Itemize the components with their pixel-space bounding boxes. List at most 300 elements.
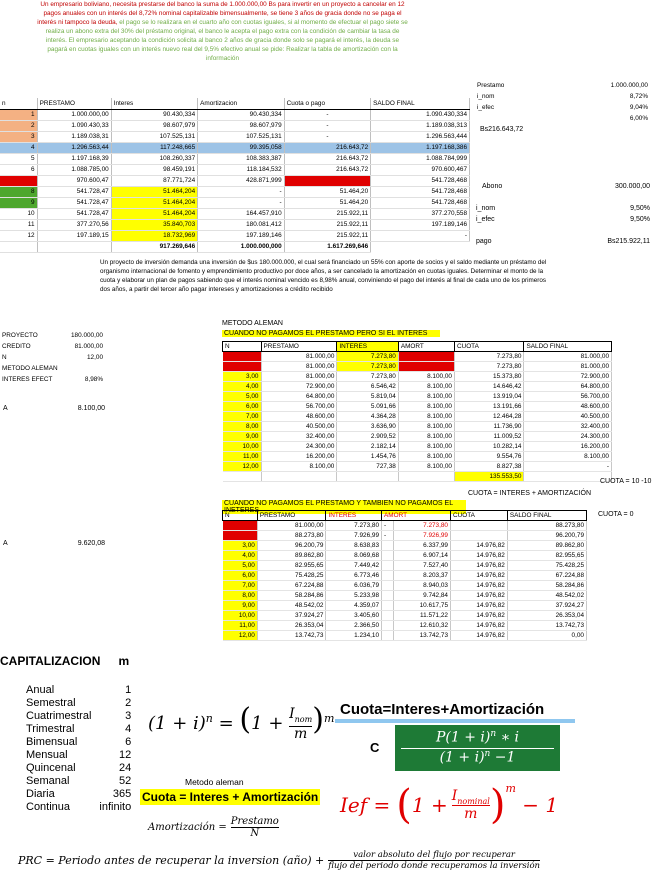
table-cell: 11.009,52 [454, 432, 524, 442]
method-label: METODO ALEMAN [222, 320, 283, 327]
table-cell: 7.273,80 [337, 352, 398, 362]
column-header: N [223, 511, 258, 521]
table-cell: 1.088.785,00 [37, 164, 111, 175]
param-label: PROYECTO [2, 332, 38, 339]
table-cell: 541.728,47 [37, 197, 111, 208]
cap-row [22, 748, 135, 761]
param-label: i_nom [477, 93, 495, 100]
table-cell: 6.546,42 [337, 382, 398, 392]
table-cell: 8.827,38 [454, 462, 524, 472]
table-cell [382, 571, 394, 581]
table-cell: 40.500,00 [524, 412, 612, 422]
table-cell [382, 621, 394, 631]
param-value: 8,98% [84, 376, 103, 383]
metodo-aleman-label: Metodo aleman [185, 777, 244, 787]
table-cell: 13.191,66 [454, 402, 524, 412]
table-cell: 8.100,00 [261, 462, 337, 472]
table-cell: 88.273,80 [257, 531, 326, 541]
table-cell: 8.100,00 [398, 412, 454, 422]
cap-row [22, 761, 135, 774]
capitalizacion-table [22, 683, 135, 813]
divider-bar [335, 719, 575, 723]
table-cell: 2,00 [223, 362, 262, 372]
header-row [223, 342, 612, 352]
param-value: 8,72% [629, 93, 648, 100]
table-cell [382, 631, 394, 641]
table-cell: 107.525,131 [111, 131, 197, 142]
table-cell: 215.922,11 [284, 208, 370, 219]
table-cell: 16.200,00 [524, 442, 612, 452]
table-cell [451, 521, 508, 531]
total-cell: 1.617.269,646 [284, 241, 370, 252]
table-row [223, 362, 612, 372]
table-row [223, 611, 587, 621]
column-header: CUOTA [451, 511, 508, 521]
table-cell: 8.069,68 [326, 551, 382, 561]
table-cell: 6.773,46 [326, 571, 382, 581]
table-cell: 67.224,88 [257, 581, 326, 591]
project-params-table [0, 330, 105, 385]
param-value: 6,00% [629, 115, 648, 122]
table-cell: - [284, 131, 370, 142]
table-cell [451, 531, 508, 541]
table-cell: 98.607,979 [198, 120, 284, 131]
param-row [475, 113, 650, 124]
table-cell: 7.273,80 [454, 362, 524, 372]
total-cell: 135.553,50 [454, 472, 524, 482]
cap-row [22, 774, 135, 787]
table-cell: 35.840,703 [111, 219, 197, 230]
param-row [0, 363, 105, 374]
cap-label: Cuatrimestral [26, 709, 92, 722]
table-cell: 9 [0, 197, 37, 208]
table-cell: 7.926,99 [394, 531, 451, 541]
table-cell: 9.742,84 [394, 591, 451, 601]
cap-row [22, 722, 135, 735]
column-header: SALDO FINAL [371, 98, 470, 109]
c-label: C [370, 740, 380, 755]
table-cell: - [284, 109, 370, 120]
table-cell: 8.203,37 [394, 571, 451, 581]
param-row [475, 91, 650, 102]
param-label: N [2, 354, 7, 361]
amortization-table-2 [222, 341, 612, 482]
problem-1-text: Un empresario boliviano, necesita prestarse del banco la suma de 1.000.000,00 Bs para invertir en un proyecto a cancelar en 12 pagos anuales con un interés del 8,72% nominal capitalizable bimensualmente, se tiene 3 años de gracia donde no se paga el interés ni tampoco la deuda, el pago se lo realizara en el cuarto año con cuotas iguales, si al momento de efectuar el pago siete se realiza un abono extra del 30% del préstamo original, el banco le acepta el pago extra con la condición de cambiar la tasa de interés. El empresario aceptando la condición solicita al banco 2 años de gracia donde solo se pagará el interés, la deuda se pagará en cuotas iguales con un interés nuevo real del 9,5% efectivo anual se pide: Realizar la tabla de amortización con la información [37, 1, 408, 62]
table-cell: 1.090.430,33 [37, 120, 111, 131]
table-cell: 7,00 [223, 581, 258, 591]
table-cell: 1,00 [223, 352, 262, 362]
table-cell: 1.454,76 [337, 452, 398, 462]
cap-label: Quincenal [26, 761, 76, 774]
table-cell: 216.643,72 [284, 164, 370, 175]
column-header: PRESTAMO [261, 342, 337, 352]
pago-value: Bs215.922,11 [607, 238, 650, 245]
table-cell: 7,00 [223, 412, 262, 422]
table-cell: 215.922,11 [284, 219, 370, 230]
table-cell: 7.273,80 [394, 521, 451, 531]
table-cell: - [382, 531, 394, 541]
table-cell: 99.395,058 [198, 142, 284, 153]
loan-params-table [475, 80, 650, 124]
inom-label: i_nom [476, 205, 496, 212]
table-row [223, 541, 587, 551]
table-cell: 89.862,80 [507, 541, 586, 551]
table-cell: 377.270,56 [37, 219, 111, 230]
table-row [223, 571, 587, 581]
column-header: PRESTAMO [257, 511, 326, 521]
table-cell: 14.646,42 [454, 382, 524, 392]
table-cell: - [371, 230, 470, 241]
table-cell: 1.234,10 [326, 631, 382, 641]
table-cell [382, 581, 394, 591]
cap-row [22, 683, 135, 696]
table-cell [398, 352, 454, 362]
table-cell: 1.296.563,44 [37, 142, 111, 153]
iefe-label: i_efec [476, 216, 495, 223]
table-row [223, 382, 612, 392]
cuota-formula-title: Cuota=Interes+Amortización [340, 701, 545, 718]
cap-row [22, 709, 135, 722]
table-cell: 541.728,47 [37, 186, 111, 197]
table-cell: 8.100,00 [398, 462, 454, 472]
table-cell: 2.182,14 [337, 442, 398, 452]
table-cell: 32.400,00 [261, 432, 337, 442]
column-header: AMORT [398, 342, 454, 352]
totals-row [0, 241, 470, 252]
cap-label: Diaria [26, 787, 55, 800]
param-value: 180.000,00 [71, 332, 103, 339]
table-cell: 6.036,79 [326, 581, 382, 591]
table-row [223, 402, 612, 412]
table-cell: 6.907,14 [394, 551, 451, 561]
param-label: METODO ALEMAN [2, 365, 58, 372]
cap-value: 12 [118, 748, 132, 761]
column-header: Interes [111, 98, 197, 109]
table-row [223, 581, 587, 591]
table-cell: 216.643,72 [284, 175, 370, 186]
table-cell: 81.000,00 [261, 372, 337, 382]
cap-row [22, 800, 135, 813]
table-cell: 12 [0, 230, 37, 241]
table-cell: 82.955,65 [507, 551, 586, 561]
table-cell: 72.900,00 [524, 372, 612, 382]
table-cell: 6.337,99 [394, 541, 451, 551]
cap-label: Semestral [26, 696, 76, 709]
table-cell [337, 472, 398, 482]
table-cell: 8.100,00 [524, 452, 612, 462]
table-cell: 9,00 [223, 601, 258, 611]
table-cell: 24.300,00 [261, 442, 337, 452]
table-cell: 56.700,00 [524, 392, 612, 402]
table-cell: 5.819,04 [337, 392, 398, 402]
cap-value: 3 [125, 709, 132, 722]
cap-row [22, 696, 135, 709]
pago-label: pago [476, 238, 492, 245]
table-cell: 10.617,75 [394, 601, 451, 611]
table-row [0, 186, 470, 197]
table-row [223, 432, 612, 442]
table-cell [0, 175, 37, 186]
table-cell: 8.100,00 [398, 442, 454, 452]
param-label: Prestamo [477, 82, 505, 89]
table-cell: 216.643,72 [284, 142, 370, 153]
cap-row [22, 735, 135, 748]
table-row [223, 392, 612, 402]
table-cell: 8,00 [223, 591, 258, 601]
table-cell: 37.924,27 [507, 601, 586, 611]
param-value: 1.000.000,00 [610, 82, 648, 89]
table-row [223, 531, 587, 541]
table-cell: 8.100,00 [398, 382, 454, 392]
total-cell: 1.000.000,000 [198, 241, 284, 252]
table-cell: 2,00 [223, 531, 258, 541]
column-header: SALDO FINAL [507, 511, 586, 521]
table-cell: 90.430,334 [198, 109, 284, 120]
table-cell: 541.728,47 [37, 208, 111, 219]
amortization-table-3 [222, 510, 587, 641]
table-cell: 6,00 [223, 402, 262, 412]
table-cell: 1.296.563,444 [371, 131, 470, 142]
table-cell: - [524, 462, 612, 472]
table-cell: 6 [0, 164, 37, 175]
cap-label: Anual [26, 683, 55, 696]
table-cell: 12.610,32 [394, 621, 451, 631]
table-cell: 90.430,334 [111, 109, 197, 120]
cap-value: infinito [99, 800, 132, 813]
table-cell: 118.184,532 [198, 164, 284, 175]
table-cell: 2 [0, 120, 37, 131]
table-cell: 32.400,00 [524, 422, 612, 432]
table-cell: 7.449,42 [326, 561, 382, 571]
iefe-value: 9,50% [630, 216, 650, 223]
column-header: n [0, 98, 37, 109]
cap-row [22, 787, 135, 800]
table-cell: 4,00 [223, 382, 262, 392]
table-cell: 14.976,82 [451, 541, 508, 551]
table-cell [261, 472, 337, 482]
cuota-zero-note: CUOTA = 0 [598, 511, 634, 518]
table-cell: 9,00 [223, 432, 262, 442]
cap-label: Continua [26, 800, 71, 813]
table-row [223, 621, 587, 631]
table-cell: 5.091,66 [337, 402, 398, 412]
table-cell: 56.700,00 [261, 402, 337, 412]
param-label: INTERES EFECT [2, 376, 53, 383]
table-cell: 4 [0, 142, 37, 153]
table-row [0, 175, 470, 186]
table-cell: 10.282,14 [454, 442, 524, 452]
param-value: 12,00 [87, 354, 103, 361]
table-cell: 48.600,00 [261, 412, 337, 422]
table-cell: 51.464,204 [111, 197, 197, 208]
cap-value: 365 [112, 787, 132, 800]
table-cell: 14.976,82 [451, 571, 508, 581]
table-cell: 5,00 [223, 392, 262, 402]
table-cell: 26.353,04 [507, 611, 586, 621]
table-cell: 2.909,52 [337, 432, 398, 442]
table-cell [382, 551, 394, 561]
table-cell: 197.189,146 [198, 230, 284, 241]
param-value: 81.000,00 [74, 343, 103, 350]
table-cell: 8.940,03 [394, 581, 451, 591]
column-header: Cuota o pago [284, 98, 370, 109]
abono-value: 300.000,00 [614, 183, 650, 190]
table-cell: - [198, 186, 284, 197]
table-cell [223, 472, 262, 482]
table-cell: 108.260,337 [111, 153, 197, 164]
table-cell: 12,00 [223, 631, 258, 641]
table-cell: 1.090.430,334 [371, 109, 470, 120]
table-row [223, 601, 587, 611]
amortization-table-1 [0, 98, 470, 253]
table-cell: 98.607,979 [111, 120, 197, 131]
table-cell [398, 472, 454, 482]
cap-label: Mensual [26, 748, 68, 761]
param-row [0, 330, 105, 341]
cap-label: Trimestral [26, 722, 75, 735]
totals-row [223, 472, 612, 482]
table-cell [382, 561, 394, 571]
table-cell: 64.800,00 [524, 382, 612, 392]
table-cell: 1.197.168,39 [37, 153, 111, 164]
table-cell: 51.464,20 [284, 186, 370, 197]
cap-value: 6 [125, 735, 132, 748]
table-cell: 67.224,88 [507, 571, 586, 581]
table-cell: 11,00 [223, 621, 258, 631]
table-cell: 96.200,79 [507, 531, 586, 541]
table-cell: 377.270,558 [371, 208, 470, 219]
table-cell: 4,00 [223, 551, 258, 561]
table-cell: 8.100,00 [398, 372, 454, 382]
table-cell: 75.428,25 [507, 561, 586, 571]
table-row [0, 131, 470, 142]
column-header: SALDO FINAL [524, 342, 612, 352]
table-cell: 8.100,00 [398, 402, 454, 412]
table-cell: 81.000,00 [524, 352, 612, 362]
cuota-fixed-formula: $P(1 + i)^n$ ∗ i $(1 + i)^n -1$ [395, 725, 560, 771]
param-value: 9,04% [629, 104, 648, 111]
table-cell: 58.284,86 [507, 581, 586, 591]
cap-label: Semanal [26, 774, 70, 787]
param-row [475, 80, 650, 91]
column-header: AMORT [382, 511, 451, 521]
table-cell: 164.457,910 [198, 208, 284, 219]
table-cell: 14.976,82 [451, 621, 508, 631]
param-label: i_efec [477, 104, 495, 111]
cap-value: 24 [118, 761, 132, 774]
table-cell: 14.976,82 [451, 601, 508, 611]
column-header: N [223, 342, 262, 352]
table-row [223, 561, 587, 571]
table-cell: 81.000,00 [261, 362, 337, 372]
table-cell: 108.383,387 [198, 153, 284, 164]
table-cell: 197.189,146 [371, 219, 470, 230]
table-cell: - [198, 197, 284, 208]
inom-value: 9,50% [630, 205, 650, 212]
table-cell: 88.273,80 [507, 521, 586, 531]
table-cell: 10 [0, 208, 37, 219]
cap-value: 1 [125, 683, 132, 696]
table-cell: 8.100,00 [398, 452, 454, 462]
table-cell: 81.000,00 [261, 352, 337, 362]
table-row [223, 521, 587, 531]
table-cell: 58.284,86 [257, 591, 326, 601]
table-cell: 8.100,00 [398, 392, 454, 402]
param-row [0, 352, 105, 363]
cuota-note-1: CUOTA = 10 -10 [600, 478, 652, 485]
table-row [0, 219, 470, 230]
a2-label: A [3, 540, 8, 547]
table-cell: 7.273,80 [337, 362, 398, 372]
abono-label: Abono [482, 183, 503, 190]
table-cell [382, 601, 394, 611]
table-cell: 81.000,00 [257, 521, 326, 531]
table-cell: 96.200,79 [257, 541, 326, 551]
table-cell: 2.366,50 [326, 621, 382, 631]
table-row [223, 442, 612, 452]
table-row [0, 142, 470, 153]
table-cell: 107.525,131 [198, 131, 284, 142]
table-cell: 14.976,82 [451, 581, 508, 591]
table-cell: 7.273,80 [326, 521, 382, 531]
table-cell: 18.732,969 [111, 230, 197, 241]
table-cell: 970.600,47 [37, 175, 111, 186]
table-cell: 9.554,76 [454, 452, 524, 462]
table-cell: 37.924,27 [257, 611, 326, 621]
a2-value: 9.620,08 [77, 540, 105, 547]
table-cell: 10,00 [223, 442, 262, 452]
table-cell: 5 [0, 153, 37, 164]
table-row [223, 372, 612, 382]
table-cell: 14.976,82 [451, 631, 508, 641]
table2-title: CUANDO NO PAGAMOS EL PRESTAMO PERO SI EL INTERES [222, 330, 440, 337]
table-row [223, 422, 612, 432]
table-cell: 26.353,04 [257, 621, 326, 631]
table-row [223, 631, 587, 641]
table-row [0, 120, 470, 131]
table-cell [37, 241, 111, 252]
table-cell: 1.189.038,31 [37, 131, 111, 142]
column-header: PRESTAMO [37, 98, 111, 109]
table-cell: 16.200,00 [261, 452, 337, 462]
column-header: CUOTA [454, 342, 524, 352]
header-row [223, 511, 587, 521]
table-cell: - [284, 120, 370, 131]
table-cell: 541.728,468 [371, 186, 470, 197]
prc-formula: PRC = Periodo antes de recuperar la inversion (año) + valor absoluto del flujo por recuperar flujo del periodo donde recuperamos la inversión [18, 850, 541, 871]
table-cell: 13.919,04 [454, 392, 524, 402]
table-cell: 7.273,80 [454, 352, 524, 362]
cap-value: 2 [125, 696, 132, 709]
table-cell: 8,00 [223, 422, 262, 432]
table-cell: 51.464,204 [111, 186, 197, 197]
table-row [223, 591, 587, 601]
column-header: INTERES [337, 342, 398, 352]
table-cell: 82.955,65 [257, 561, 326, 571]
table-cell: 14.976,82 [451, 611, 508, 621]
table-cell: 180.081,412 [198, 219, 284, 230]
table-cell: 13.742,73 [257, 631, 326, 641]
table-cell: 117.248,665 [111, 142, 197, 153]
total-cell: 917.269,646 [111, 241, 197, 252]
table-cell [382, 611, 394, 621]
table-cell [0, 241, 37, 252]
table-cell: 3.405,60 [326, 611, 382, 621]
table-cell: 8.638,83 [326, 541, 382, 551]
table-row [0, 109, 470, 120]
table-cell: 48.542,02 [257, 601, 326, 611]
table-cell: 14.976,82 [451, 591, 508, 601]
